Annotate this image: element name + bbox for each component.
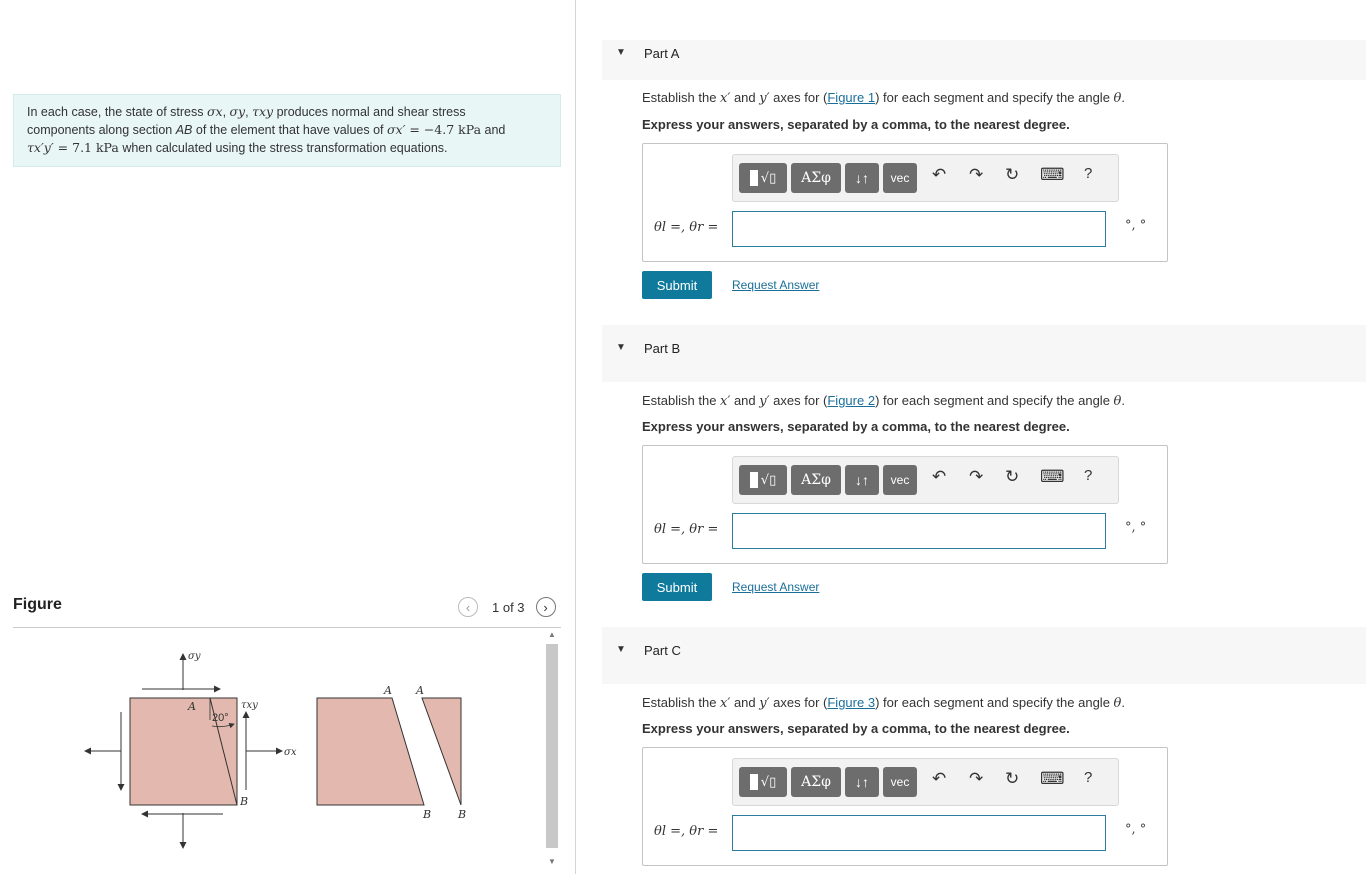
next-figure-button[interactable] bbox=[536, 597, 556, 617]
math-toolbar bbox=[732, 456, 1119, 504]
templates-button[interactable]: √▯ bbox=[739, 465, 787, 495]
intro-text: components along section bbox=[27, 123, 176, 137]
redo-icon[interactable]: ↷ bbox=[969, 165, 984, 184]
figure-title: Figure bbox=[13, 596, 62, 613]
reset-icon[interactable]: ↻ bbox=[1005, 769, 1020, 788]
prev-figure-button[interactable] bbox=[458, 597, 478, 617]
figure-link[interactable]: Figure 2 bbox=[827, 393, 876, 408]
undo-icon[interactable]: ↶ bbox=[932, 467, 947, 486]
collapse-icon[interactable]: ▼ bbox=[616, 644, 626, 655]
submit-button[interactable]: Submit bbox=[642, 271, 712, 299]
answer-units: °, ° bbox=[1125, 822, 1147, 837]
right-segment-a-label: A bbox=[416, 684, 424, 697]
left-segment bbox=[317, 698, 424, 805]
part-title: Part B bbox=[644, 341, 681, 356]
chevron-right-icon: › bbox=[543, 599, 548, 615]
sigma-y-label: σy bbox=[188, 651, 201, 662]
vector-button[interactable]: vec bbox=[883, 465, 917, 495]
part-title: Part C bbox=[644, 643, 681, 658]
answer-label: θl =, θr = bbox=[654, 824, 719, 839]
figure-image bbox=[60, 640, 520, 860]
figure-link[interactable]: Figure 1 bbox=[827, 90, 876, 105]
parts-panel bbox=[576, 0, 1366, 874]
sigma-x-prime-value: = −4.7 kPa bbox=[405, 122, 482, 137]
part-c bbox=[602, 627, 1366, 839]
answer-label: θl =, θr = bbox=[654, 522, 719, 537]
keyboard-icon[interactable]: ⌨ bbox=[1040, 467, 1065, 486]
scroll-down-icon[interactable]: ▼ bbox=[548, 857, 556, 866]
part-a-header[interactable] bbox=[602, 40, 1366, 80]
problem-panel bbox=[0, 0, 575, 874]
templates-button[interactable]: √▯ bbox=[739, 163, 787, 193]
answer-input[interactable] bbox=[732, 815, 1106, 851]
arrows-button[interactable]: ↓↑ bbox=[845, 465, 879, 495]
right-segment bbox=[422, 698, 461, 805]
comma: , bbox=[222, 105, 230, 119]
arrows-button[interactable]: ↓↑ bbox=[845, 767, 879, 797]
part-c-header[interactable] bbox=[602, 627, 1366, 684]
redo-icon[interactable]: ↷ bbox=[969, 769, 984, 788]
point-a-label: A bbox=[188, 700, 196, 713]
scroll-thumb[interactable] bbox=[546, 644, 558, 848]
part-b bbox=[602, 325, 1366, 595]
question-text: Establish the x′ and y′ axes for (Figure 2) for each segment and specify the angle θ. bbox=[642, 393, 1125, 409]
intro-text: produces normal and shear stress bbox=[273, 105, 466, 119]
part-title: Part A bbox=[644, 46, 680, 61]
answer-label: θl =, θr = bbox=[654, 220, 719, 235]
undo-icon[interactable]: ↶ bbox=[932, 769, 947, 788]
left-segment-b-label: B bbox=[423, 808, 432, 821]
figure-link[interactable]: Figure 3 bbox=[827, 695, 876, 710]
figure-page-count: 1 of 3 bbox=[492, 599, 525, 615]
greek-symbols-button[interactable]: ΑΣφ bbox=[791, 465, 841, 495]
help-icon[interactable]: ? bbox=[1084, 165, 1093, 182]
intro-text: and bbox=[481, 123, 506, 137]
intro-text: of the element that have values of bbox=[192, 123, 387, 137]
reset-icon[interactable]: ↻ bbox=[1005, 467, 1020, 486]
sigma-x-label: σx bbox=[284, 747, 297, 758]
question-text: Establish the x′ and y′ axes for (Figure 1) for each segment and specify the angle θ. bbox=[642, 90, 1125, 106]
intro-text: In each case, the state of stress bbox=[27, 105, 207, 119]
greek-symbols-button[interactable]: ΑΣφ bbox=[791, 767, 841, 797]
vector-button[interactable]: vec bbox=[883, 767, 917, 797]
tau-xy-label: τxy bbox=[241, 700, 258, 711]
section-ab: AB bbox=[175, 123, 193, 137]
instruction-text: Express your answers, separated by a comma, to the nearest degree. bbox=[642, 117, 1070, 132]
part-a bbox=[602, 40, 1366, 293]
redo-icon[interactable]: ↷ bbox=[969, 467, 984, 486]
keyboard-icon[interactable]: ⌨ bbox=[1040, 165, 1065, 184]
help-icon[interactable]: ? bbox=[1084, 769, 1093, 786]
problem-statement bbox=[13, 94, 561, 167]
tau-prime-symbol: τx′y′ bbox=[27, 140, 54, 155]
sigma-x-prime-symbol: σx′ bbox=[386, 122, 406, 137]
tau-xy-symbol: τxy bbox=[252, 104, 274, 119]
answer-input[interactable] bbox=[732, 513, 1106, 549]
answer-box bbox=[642, 445, 1168, 564]
undo-icon[interactable]: ↶ bbox=[932, 165, 947, 184]
question-text: Establish the x′ and y′ axes for (Figure 3) for each segment and specify the angle θ. bbox=[642, 695, 1125, 711]
right-segment-b-label: B bbox=[458, 808, 467, 821]
part-b-header[interactable] bbox=[602, 325, 1366, 382]
tau-prime-value: = 7.1 kPa bbox=[53, 140, 119, 155]
math-toolbar bbox=[732, 154, 1119, 202]
left-segment-a-label: A bbox=[384, 684, 392, 697]
instruction-text: Express your answers, separated by a comma, to the nearest degree. bbox=[642, 419, 1070, 434]
collapse-icon[interactable]: ▼ bbox=[616, 47, 626, 58]
instruction-text: Express your answers, separated by a comma, to the nearest degree. bbox=[642, 721, 1070, 736]
templates-button[interactable]: √▯ bbox=[739, 767, 787, 797]
answer-input[interactable] bbox=[732, 211, 1106, 247]
sigma-x-symbol: σx bbox=[206, 104, 223, 119]
intro-text: when calculated using the stress transformation equations. bbox=[118, 141, 448, 155]
help-icon[interactable]: ? bbox=[1084, 467, 1093, 484]
arrows-button[interactable]: ↓↑ bbox=[845, 163, 879, 193]
submit-button[interactable]: Submit bbox=[642, 573, 712, 601]
answer-units: °, ° bbox=[1125, 218, 1147, 233]
greek-symbols-button[interactable]: ΑΣφ bbox=[791, 163, 841, 193]
angle-label: 20° bbox=[212, 712, 229, 724]
answer-units: °, ° bbox=[1125, 520, 1147, 535]
collapse-icon[interactable]: ▼ bbox=[616, 342, 626, 353]
math-toolbar bbox=[732, 758, 1119, 806]
chevron-left-icon: ‹ bbox=[465, 599, 471, 615]
figure-divider bbox=[13, 627, 561, 628]
point-b-label: B bbox=[240, 795, 249, 808]
figure-scrollbar[interactable] bbox=[545, 630, 560, 866]
request-answer-link[interactable]: Request Answer bbox=[732, 278, 820, 292]
answer-box bbox=[642, 747, 1168, 866]
request-answer-link[interactable]: Request Answer bbox=[732, 580, 820, 594]
scroll-up-icon[interactable]: ▲ bbox=[548, 630, 556, 639]
reset-icon[interactable]: ↻ bbox=[1005, 165, 1020, 184]
vector-button[interactable]: vec bbox=[883, 163, 917, 193]
figure-pager bbox=[458, 596, 556, 618]
stress-element-diagram bbox=[60, 640, 520, 860]
comma: , bbox=[245, 105, 253, 119]
keyboard-icon[interactable]: ⌨ bbox=[1040, 769, 1065, 788]
sigma-y-symbol: σy bbox=[229, 104, 246, 119]
answer-box bbox=[642, 143, 1168, 262]
